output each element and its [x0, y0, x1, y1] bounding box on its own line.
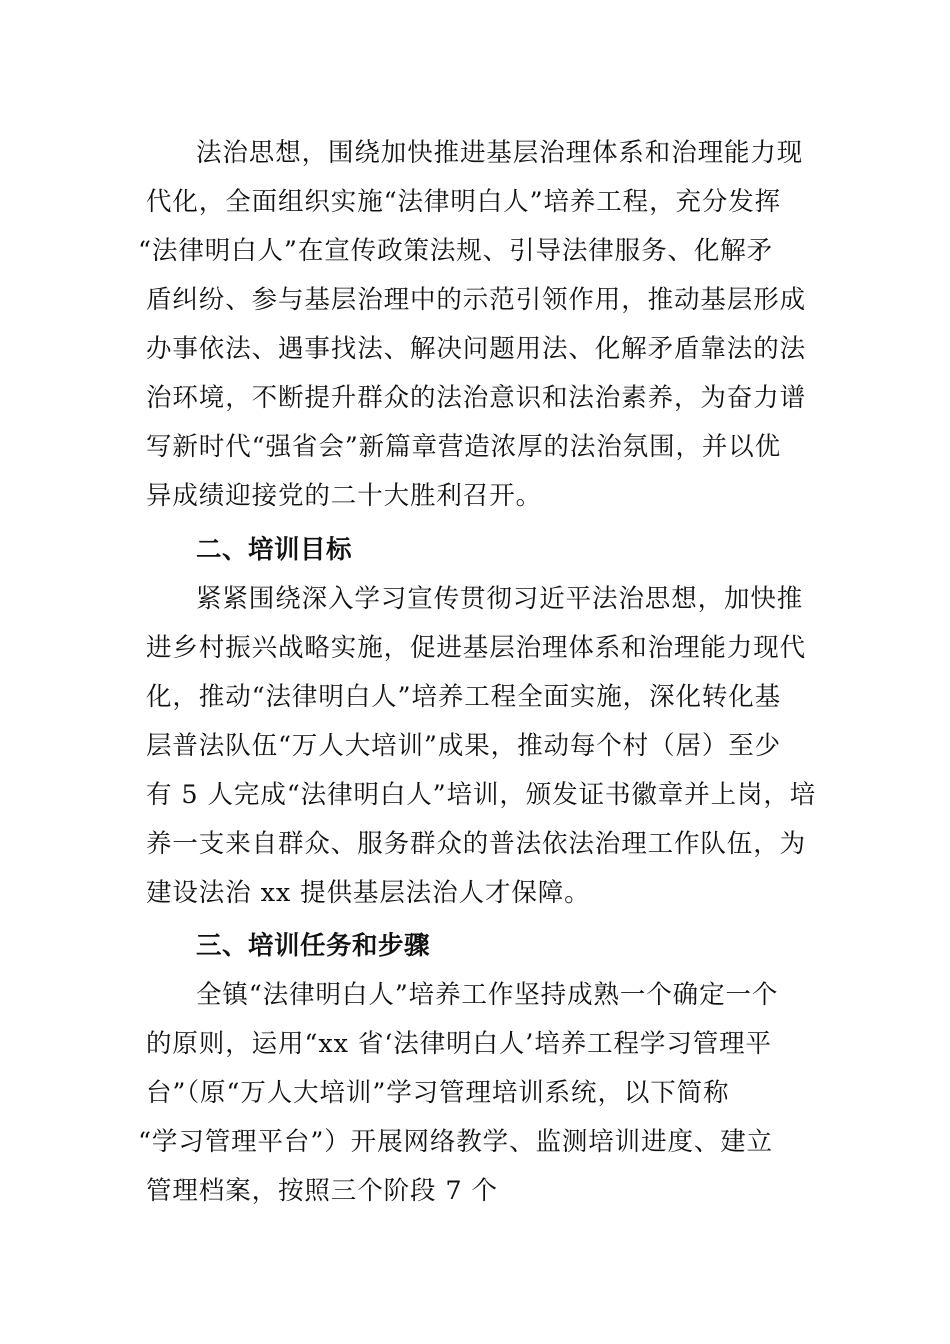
paragraph-line: “学习管理平台”）开展网络教学、监测培训进度、建立: [138, 1127, 774, 1157]
paragraph-line: 进乡村振兴战略实施，促进基层治理体系和治理能力现代: [146, 633, 807, 663]
paragraph-line: 办事依法、遇事找法、解决问题用法、化解矛盾靠法的法: [146, 334, 807, 364]
paragraph-line: “法律明白人”在宣传政策法规、引导法律服务、化解矛: [138, 236, 774, 266]
section-heading: 三、培训任务和步骤: [196, 931, 431, 961]
paragraph-line: 养一支来自群众、服务群众的普法依法治理工作队伍，为: [146, 829, 807, 859]
paragraph-line: 管理档案，按照三个阶段 7 个: [146, 1176, 498, 1206]
paragraph-line: 建设法治 xx 提供基层法治人才保障。: [146, 878, 591, 908]
paragraph-line: 的原则，运用“xx 省‘法律明白人’培养工程学习管理平: [146, 1029, 772, 1059]
paragraph-line: 写新时代“强省会”新篇章营造浓厚的法治氛围，并以优: [146, 432, 782, 462]
paragraph-line: 法治思想，围绕加快推进基层治理体系和治理能力现: [196, 138, 804, 168]
paragraph-line: 治环境，不断提升群众的法治意识和法治素养，为奋力谱: [146, 383, 807, 413]
paragraph-line: 盾纠纷、参与基层治理中的示范引领作用，推动基层形成: [146, 285, 807, 315]
paragraph-line: 代化，全面组织实施“法律明白人”培养工程，充分发挥: [146, 187, 782, 217]
section-heading: 二、培训目标: [196, 535, 353, 565]
paragraph-line: 层普法队伍“万人大培训”成果，推动每个村（居）至少: [146, 731, 782, 761]
paragraph-line: 全镇“法律明白人”培养工作坚持成熟一个确定一个: [196, 980, 779, 1010]
paragraph-line: 台”（原“万人大培训”学习管理培训系统，以下简称: [146, 1078, 730, 1108]
paragraph-line: 化，推动“法律明白人”培养工程全面实施，深化转化基: [146, 682, 782, 712]
paragraph-line: 有 5 人完成“法律明白人”培训，颁发证书徽章并上岗，培: [146, 780, 817, 810]
paragraph-line: 异成绩迎接党的二十大胜利召开。: [146, 481, 543, 511]
paragraph-line: 紧紧围绕深入学习宣传贯彻习近平法治思想，加快推: [196, 584, 804, 614]
